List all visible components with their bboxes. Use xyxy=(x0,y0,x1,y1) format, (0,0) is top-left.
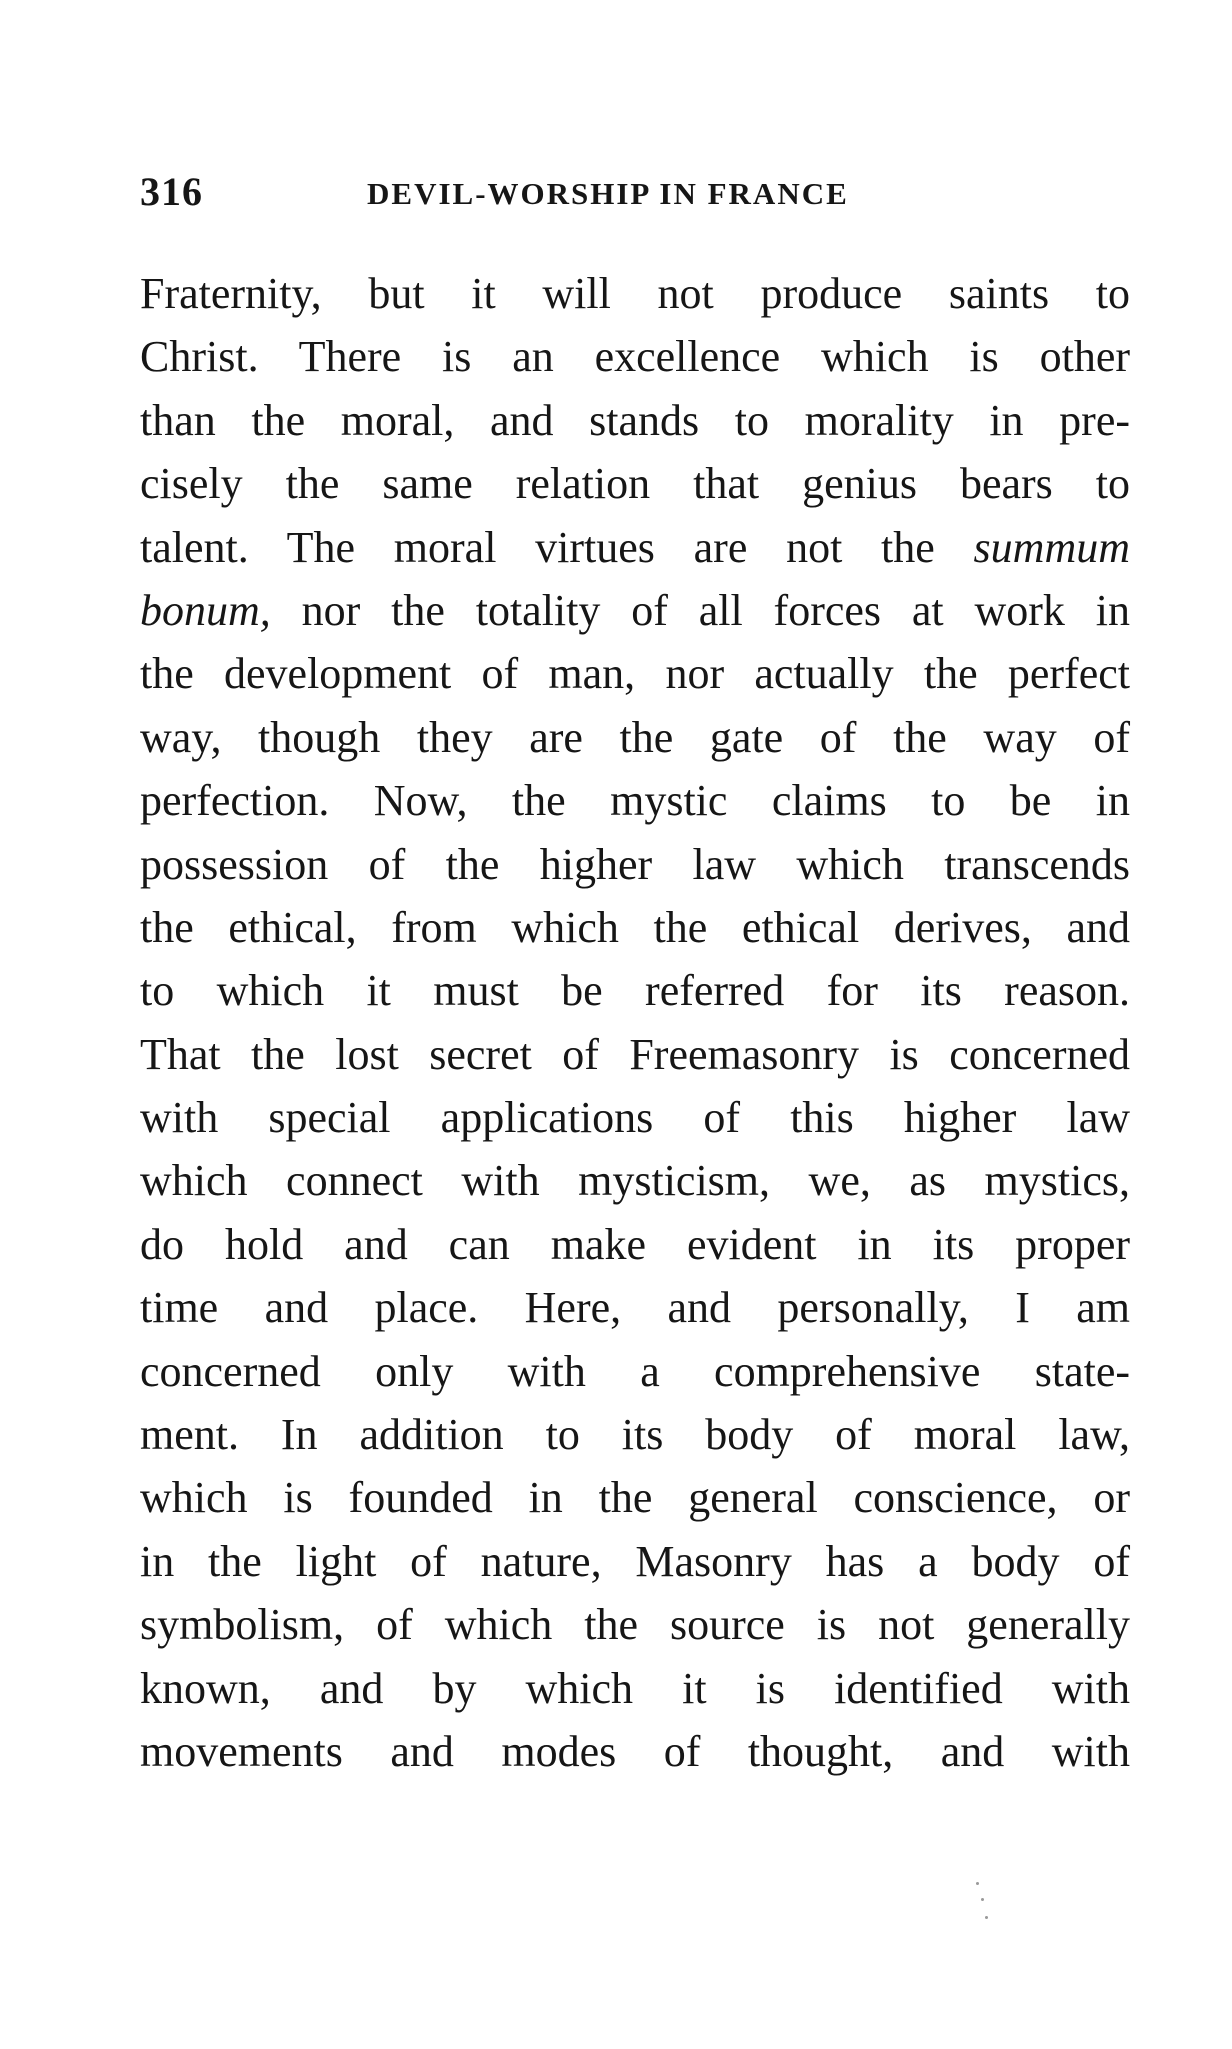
text-line: That the lost secret of Freemasonry is concerned xyxy=(140,1029,1130,1079)
paper-speck xyxy=(976,1882,979,1885)
text-line: which connect with mysticism, we, as mystics, xyxy=(140,1156,1130,1206)
page-number: 316 xyxy=(140,169,203,214)
page-header xyxy=(140,168,1130,224)
text-line: known, and by which it is identified with xyxy=(140,1663,1130,1713)
text-line: time and place. Here, and personally, I am xyxy=(140,1283,1130,1333)
text-line: movements and modes of thought, and with xyxy=(140,1726,1130,1776)
text-run: talent. The moral virtues are not the xyxy=(140,522,974,572)
text-line: way, though they are the gate of the way of xyxy=(140,712,1130,762)
text-line xyxy=(140,579,1130,642)
text-line: symbolism, of which the source is not generally xyxy=(140,1600,1130,1650)
text-line: the ethical, from which the ethical derives, and xyxy=(140,902,1130,952)
text-line: with special applications of this higher law xyxy=(140,1093,1130,1143)
text-line: Fraternity, but it will not produce saints to xyxy=(140,269,1130,318)
text-line: which is founded in the general conscience, or xyxy=(140,1473,1130,1523)
text-line xyxy=(140,516,1130,579)
body-text xyxy=(140,262,1130,1783)
paper-speck xyxy=(985,1916,988,1919)
italic-phrase: bonum, xyxy=(140,585,271,635)
text-line: in the light of nature, Masonry has a body of xyxy=(140,1536,1130,1586)
running-head: DEVIL-WORSHIP IN FRANCE xyxy=(367,176,849,211)
text-line: possession of the higher law which transcends xyxy=(140,839,1130,889)
text-line: ment. In addition to its body of moral law, xyxy=(140,1410,1130,1460)
italic-phrase: summum xyxy=(973,522,1130,572)
text-line: the development of man, nor actually the perfect xyxy=(140,649,1130,699)
text-line: concerned only with a comprehensive state- xyxy=(140,1346,1130,1396)
text-run: nor the totality of all forces at work in xyxy=(270,585,1130,635)
text-line: to which it must be referred for its reason. xyxy=(140,966,1130,1016)
text-line: Christ. There is an excellence which is other xyxy=(140,332,1130,382)
text-line: perfection. Now, the mystic claims to be in xyxy=(140,776,1130,826)
paper-speck xyxy=(981,1898,984,1901)
text-line: cisely the same relation that genius bears to xyxy=(140,459,1130,509)
text-line: do hold and can make evident in its proper xyxy=(140,1219,1130,1269)
text-line: than the moral, and stands to morality in pre- xyxy=(140,395,1130,445)
